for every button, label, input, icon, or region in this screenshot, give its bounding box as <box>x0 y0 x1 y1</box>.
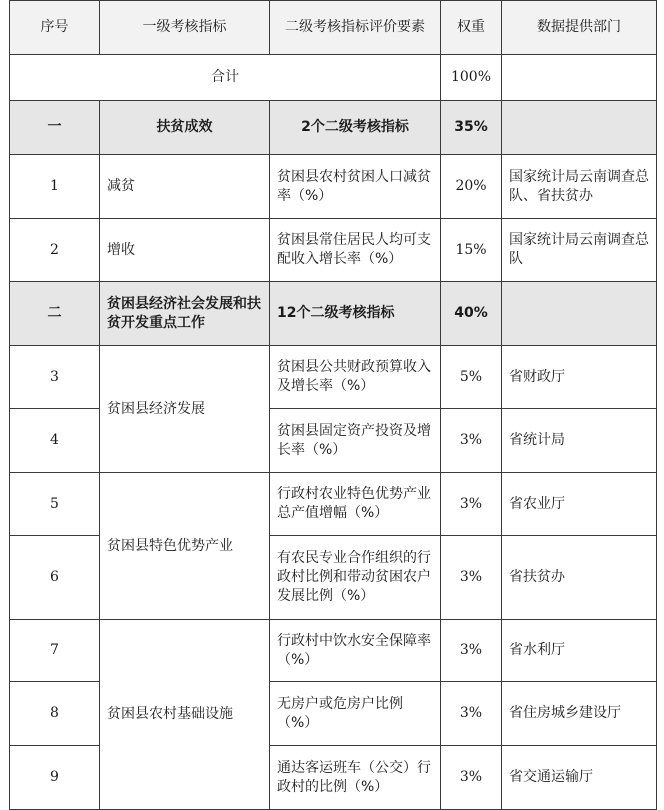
section-dept <box>502 101 657 155</box>
section-level2: 12个二级考核指标 <box>270 282 441 346</box>
row-no: 2 <box>10 219 100 282</box>
row-no: 4 <box>10 409 100 473</box>
row-weight: 3% <box>441 746 502 810</box>
row-weight: 5% <box>441 346 502 409</box>
table-row <box>10 620 657 682</box>
header-weight: 权重 <box>441 1 502 55</box>
section-no: 一 <box>10 101 100 155</box>
header-no: 序号 <box>10 1 100 55</box>
total-label: 合计 <box>10 55 441 101</box>
row-no: 8 <box>10 682 100 746</box>
row-no: 9 <box>10 746 100 810</box>
row-no: 6 <box>10 536 100 620</box>
row-weight: 3% <box>441 536 502 620</box>
section-row-2 <box>10 282 657 346</box>
total-weight: 100% <box>441 55 502 101</box>
row-level1: 贫困县农村基础设施 <box>100 620 270 810</box>
row-level2: 贫困县固定资产投资及增长率（%） <box>270 409 441 473</box>
row-no: 5 <box>10 473 100 536</box>
row-weight: 3% <box>441 620 502 682</box>
row-dept: 省交通运输厅 <box>502 746 657 810</box>
indicator-table <box>9 0 657 810</box>
row-level2: 行政村农业特色优势产业总产值增幅（%） <box>270 473 441 536</box>
header-row <box>10 1 657 55</box>
row-level1: 减贫 <box>100 155 270 219</box>
row-level2: 无房户或危房户比例（%） <box>270 682 441 746</box>
total-dept <box>502 55 657 101</box>
row-dept: 省水利厅 <box>502 620 657 682</box>
section-level1: 扶贫成效 <box>100 101 270 155</box>
table-row <box>10 473 657 536</box>
table-row <box>10 346 657 409</box>
row-dept: 省农业厅 <box>502 473 657 536</box>
row-weight: 3% <box>441 682 502 746</box>
table-row <box>10 219 657 282</box>
section-dept <box>502 282 657 346</box>
section-weight: 35% <box>441 101 502 155</box>
row-no: 7 <box>10 620 100 682</box>
section-weight: 40% <box>441 282 502 346</box>
row-level2: 通达客运班车（公交）行政村的比例（%） <box>270 746 441 810</box>
row-level2: 贫困县农村贫困人口减贫率（%） <box>270 155 441 219</box>
row-weight: 3% <box>441 473 502 536</box>
total-row <box>10 55 657 101</box>
header-level2: 二级考核指标评价要素 <box>270 1 441 55</box>
row-level1: 增收 <box>100 219 270 282</box>
header-dept: 数据提供部门 <box>502 1 657 55</box>
header-level1: 一级考核指标 <box>100 1 270 55</box>
row-no: 3 <box>10 346 100 409</box>
row-level2: 贫困县常住居民人均可支配收入增长率（%） <box>270 219 441 282</box>
row-level2: 行政村中饮水安全保障率（%） <box>270 620 441 682</box>
row-level2: 有农民专业合作组织的行政村比例和带动贫困农户发展比例（%） <box>270 536 441 620</box>
row-dept: 省住房城乡建设厅 <box>502 682 657 746</box>
section-level2: 2个二级考核指标 <box>270 101 441 155</box>
row-dept: 省扶贫办 <box>502 536 657 620</box>
section-level1: 贫困县经济社会发展和扶贫开发重点工作 <box>100 282 270 346</box>
section-no: 二 <box>10 282 100 346</box>
row-level1: 贫困县特色优势产业 <box>100 473 270 620</box>
row-dept: 省统计局 <box>502 409 657 473</box>
row-level2: 贫困县公共财政预算收入及增长率（%） <box>270 346 441 409</box>
row-no: 1 <box>10 155 100 219</box>
row-dept: 省财政厅 <box>502 346 657 409</box>
row-level1: 贫困县经济发展 <box>100 346 270 473</box>
table-row <box>10 155 657 219</box>
section-row-1 <box>10 101 657 155</box>
row-dept: 国家统计局云南调查总队 <box>502 219 657 282</box>
row-weight: 3% <box>441 409 502 473</box>
row-weight: 20% <box>441 155 502 219</box>
row-dept: 国家统计局云南调查总队、省扶贫办 <box>502 155 657 219</box>
row-weight: 15% <box>441 219 502 282</box>
